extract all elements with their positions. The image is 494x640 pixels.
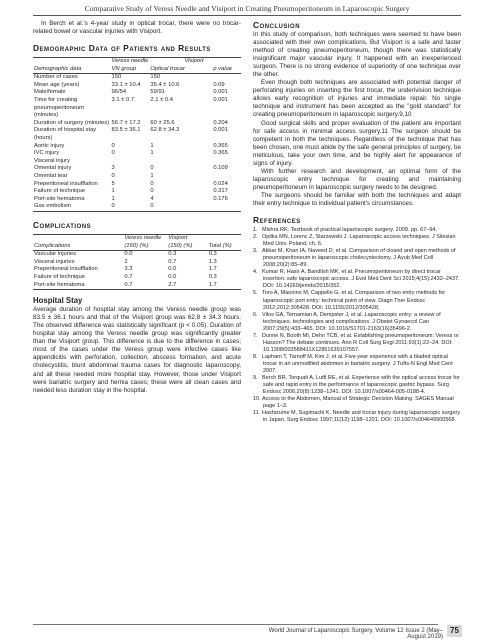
reference-number: 10. (253, 396, 261, 403)
reference-text: Access to the Abdomen, Manual of Strategic Decision Making. SAGES Manual page 1–3. (262, 396, 454, 410)
table-cell: Male/female (34, 89, 66, 96)
table-cell: 3.3 (124, 266, 133, 273)
left-column (33, 20, 241, 395)
reference-text: Toro A, Mannino M, Cappello G, et al. Comparison of two entry methods for laparoscopic port entry: technical point of view. Diagn Ther Endosc 2012;2012:305428. DOI: 10.1155/2012/305428. (262, 290, 446, 311)
table-cell: Omental tear (34, 173, 68, 179)
conclusion-paragraph: Good surgical skills and proper evaluation of the patient are important for safe access in minimal access surgery.11 The surgeon should be competent in both the techniques. Regardless of the technique that has been chosen, one must abide by the safe general principles of surgery, be meticulous, take your own time, and be highly alert for appearance of signs of injury. (253, 119, 461, 167)
table-cell: 0.109 (213, 165, 228, 172)
group-header-visiport: Visiport (184, 58, 204, 65)
table-header-row (33, 66, 241, 74)
intro-paragraph: In Berch et al.'s 4-year study in optical trocar, there were no trocar-related bowel or vascular injuries with Visiport. (33, 20, 241, 36)
table-cell: Visceral injury (34, 157, 70, 164)
table-cell: Gas embolism (34, 203, 72, 210)
table-cell: 35.4 ± 10.6 (150, 81, 180, 88)
reference-item (253, 333, 461, 354)
reference-number: 2. (253, 234, 258, 241)
conclusion-paragraph: The surgeons should be familiar with both the techniques and adapt their entry technique to individual patient's circumstances. (253, 191, 461, 207)
group-header-visiport: Visiport (168, 234, 188, 241)
reference-number: 8. (253, 353, 258, 360)
table-cell: 0.0 (168, 273, 177, 280)
table-cell: 1 (111, 188, 115, 195)
table-row (33, 150, 241, 158)
reference-item (253, 234, 461, 248)
conclusion-paragraph: With further research and development, an optimal form of the laparoscopic entry technique for creating and maintaining pneumoperitoneum in laparoscopic surgery needs to be designed. (253, 167, 461, 191)
table-row (33, 143, 241, 151)
table-cell: 0.365 (213, 142, 228, 149)
table-cell: 0.3 (168, 251, 177, 258)
table-cell: Visceral injuries (34, 258, 75, 265)
reference-text: Hashizume M, Sugimachi K. Needle and trocar injury during laparoscopic surgery in Japan. Surg Endosc 1997;11(12):1198–1201. DOI: 10.1007/s004649900568. (262, 410, 461, 424)
table-cell: Preperitoneal insufflation (34, 180, 98, 187)
table-cell: 1 (111, 195, 115, 202)
reference-item (253, 354, 461, 375)
table-cell: 1 (150, 150, 154, 157)
header-rule (33, 15, 461, 16)
reference-number: 3. (253, 248, 258, 255)
reference-text: Vilos GA, Ternamian A, Dempster J, et al. Laparoscopic entry: a review of techniques, technologies and complications. J Obstet Gynaecol Can 2007;29(5):433–465. DOI: 10.1016/S1701-2163(16)35496-2. (262, 311, 441, 332)
col-header: Demographic data (34, 65, 82, 72)
table-cell: 0.0 (124, 251, 133, 258)
table-cell: 150 (150, 74, 161, 81)
table-row (33, 158, 241, 166)
references-list (253, 227, 461, 424)
reference-number: 7. (253, 332, 258, 339)
table-cell: 0.3 (208, 251, 217, 258)
table-row (33, 165, 241, 173)
table-cell: 0 (111, 150, 115, 157)
right-column (253, 20, 461, 424)
table-cell: 3.1 ± 0.7 (111, 97, 135, 104)
group-header-veress: Veress needle (124, 234, 162, 241)
table-row (33, 282, 241, 290)
table-cell: 0 (150, 165, 154, 172)
table-cell (212, 158, 241, 166)
page-number: 75 (447, 625, 462, 637)
table-row (33, 127, 241, 142)
demographics-heading: Demographic Data of Patients and Results (33, 43, 211, 54)
table-cell: 2.1 ± 0.4 (150, 97, 173, 104)
table-cell: 0 (111, 142, 115, 149)
reference-number: 6. (253, 311, 258, 318)
table-cell: 0.001 (213, 97, 228, 104)
table-cell: 0.001 (213, 127, 228, 134)
table-cell: 0.7 (168, 258, 177, 265)
table-cell: 1.7 (208, 281, 217, 288)
table-cell (212, 203, 241, 211)
table-cell: 0.204 (213, 119, 228, 126)
table-cell: 62.8 ± 34.3 (150, 127, 180, 134)
table-cell: 0.001 (213, 89, 228, 96)
conclusion-heading: Conclusion (253, 20, 301, 30)
footer-rule (33, 624, 438, 625)
table-cell: 2.7 (168, 281, 177, 288)
table-header-row (33, 243, 241, 251)
table-cell (212, 173, 241, 181)
col-header: Complications (34, 242, 71, 249)
reference-item (253, 375, 461, 396)
table-cell: 0.7 (124, 273, 133, 280)
reference-number: 4. (253, 269, 258, 276)
table-row (33, 82, 241, 90)
table-cell: Aortic injury (34, 142, 65, 149)
table-cell (212, 74, 241, 82)
table-cell: 1 (150, 142, 154, 149)
reference-item (253, 410, 461, 424)
table-cell: 0 (150, 188, 154, 195)
table-cell: Number of cases (34, 74, 78, 81)
complications-table (33, 234, 241, 290)
complications-table-body (33, 251, 241, 290)
reference-number: 5. (253, 290, 258, 297)
hospital-stay-heading: Hospital Stay (33, 296, 83, 306)
reference-number: 9. (253, 375, 258, 382)
table-cell: 0 (150, 203, 154, 210)
table-row (33, 203, 241, 211)
col-header: VN group (111, 65, 137, 72)
table-cell: Time for creating pneumoperitoneum (minutes) (34, 97, 84, 119)
reference-number: 11. (253, 410, 261, 417)
table-row (33, 196, 241, 204)
table-cell: 150 (111, 74, 122, 81)
table-cell: 2 (124, 258, 128, 265)
demographics-table-body (33, 74, 241, 212)
table-cell: 83.5 ± 36.1 (111, 127, 141, 134)
table-cell: Mean age (years) (34, 81, 80, 88)
table-cell: 1 (150, 173, 154, 179)
table-cell: 0.0 (168, 266, 177, 273)
table-cell: IVC injury (34, 150, 60, 157)
table-cell: Vascular injuries (34, 251, 77, 258)
reference-text: Lapham T, Tarnoff M, Kim J, et al. Five-year experience with a bladed optical trocar in an unmodified abdomen in bariatric surgery. J Tufts-N Engl Med Cent 2007. (262, 353, 453, 374)
table-cell: 59/91 (150, 89, 165, 96)
reference-text: Berch BR, Torquati A, Lutfi RE, et al. Experience with the optical access trocar for safe and rapid entry in the performance of laparoscopic gastric bypass. Surg Endosc 2006;20(8):1238–1241. DOI: 10.1007/s00464-005-0188-4. (262, 375, 460, 396)
reference-text: Kumar R, Hasir A, Bandlish MK, et al. Pneumoperitoneum by direct trocar insertion: safe laparoscopic access. J Evol Med Dent Sci 2015;4(15):2432–2437. DOI: 10.14260/jemds/2015/352. (262, 269, 460, 290)
table-cell: Omental injury (34, 165, 72, 172)
col-header: Optical trocar (150, 65, 185, 72)
table-row (33, 251, 241, 259)
table-cell: 0 (111, 203, 115, 210)
table-cell: 0.7 (124, 281, 133, 288)
table-cell: Preperitoneal insufflation (34, 266, 98, 273)
running-title: Comparative Study of Veress Needle and Visiport in Creating Pneumoperitoneum in Laparoscopic Surgery (84, 4, 410, 13)
table-row (33, 120, 241, 128)
table-cell: Port-site hematoma (34, 195, 85, 202)
table-cell: 0.09 (213, 81, 225, 88)
table-cell: 1.3 (208, 258, 217, 265)
table-cell: 0.365 (213, 150, 228, 157)
table-row (33, 188, 241, 196)
reference-item (253, 269, 461, 290)
journal-footer: World Journal of Laparoscopic Surgery, Volume 12 Issue 2 (May–August 2019) (268, 628, 443, 640)
table-row (33, 259, 241, 267)
reference-text: Dunne N, Booth MI, Dehn TCB, et al. Establishing pneumoperitoneum: Veress or Hasson? The debate continues. Ann R Coll Surg Engl 2011;93(1):22–24. DOI: 10.1308/003588411X12851639107557. (262, 332, 459, 353)
conclusion-paragraph: Even though both techniques are associated with potential danger of perforating injuries on inserting the first trocar, the underivision technique allows early recognition of injuries and immediate repair. No single technique and instrument has been accepted as the "gold standard" for creating pneumoperitoneum in laparoscopic surgery.9,10 (253, 79, 461, 119)
table-cell: 0 (150, 180, 154, 187)
table-cell: 0 (111, 173, 115, 179)
col-header: (150) (%) (124, 242, 149, 249)
table-group-header-row (33, 234, 241, 242)
table-cell: 33.1 ± 10.4 (111, 81, 141, 88)
reference-text: Mishra RK. Textbook of practical laparoscopic surgery. 2009. pp. 67–94. (262, 227, 437, 234)
table-cell: Duration of surgery (minutes) (34, 119, 110, 126)
table-cell: Duration of hospital stay (hours) (34, 127, 97, 142)
reference-item (253, 290, 461, 311)
table-group-header-row (33, 58, 241, 66)
table-row (33, 266, 241, 274)
table-row (33, 274, 241, 282)
table-cell: 4 (150, 195, 154, 202)
table-cell: 0.317 (213, 188, 228, 195)
table-cell: 1.7 (208, 266, 217, 273)
table-cell: 0.024 (213, 180, 228, 187)
demographics-table (33, 57, 241, 212)
table-cell: Port-site hematoma (34, 281, 85, 288)
reference-number: 1. (253, 227, 258, 234)
references-heading: References (253, 215, 301, 226)
table-row (33, 97, 241, 120)
table-cell (149, 158, 212, 166)
col-header: p value (213, 65, 233, 72)
table-cell: 60 ± 25.6 (150, 119, 175, 126)
table-cell: 96/54 (111, 89, 127, 96)
table-row (33, 181, 241, 189)
group-header-veress: Veress needle (111, 58, 149, 65)
reference-item (253, 227, 461, 234)
table-cell: 3 (111, 165, 115, 172)
reference-item (253, 396, 461, 410)
table-row (33, 74, 241, 82)
table-cell: 56.7 ± 17.2 (111, 119, 141, 126)
hospital-stay-paragraph: Average duration of hospital stay among the Veress needle group was 83.5 ± 36.1 hours and that of the Visiport group was 62.8 ± 34.3 hours. The observed difference was statistically significant (p < 0.05). Duration of hospital stay among the Veress needle group was significantly greater than the Visiport group. This difference is due to the difference in cases; most of the cases under the Veress group were infective cases like appendicitis with perforation, collection, abscess formation, and acute cholecystitis, blunt abdominal trauma cases for diagnostic laparoscopy, and all these needed more hospital stay. However, those under Visiport were bariatric surgery and hernia cases; these were all clean cases and needed less duration stay in the hospital. (33, 306, 241, 394)
table-cell: 5 (111, 180, 115, 187)
col-header: Total (%) (208, 242, 232, 249)
col-header: (150) (%) (168, 242, 193, 249)
conclusion-body (253, 31, 461, 208)
table-row (33, 173, 241, 181)
table-cell: 0.176 (213, 195, 228, 202)
reference-item (253, 312, 461, 333)
table-row (33, 89, 241, 97)
complications-heading: Complications (33, 219, 92, 230)
table-cell (111, 158, 150, 166)
reference-text: Akbar M, Khan IA, Naveed D, et al. Comparison of closed and open methods of pneumoperitoneum in laparoscopic cholecystectomy. J Ayub Med Coll 2008;20(2):85–89. (262, 248, 456, 269)
table-cell: Failure of technique (34, 273, 85, 280)
table-cell: Failure of technique (34, 188, 85, 195)
table-cell: 0.3 (208, 273, 217, 280)
conclusion-paragraph: In this study of comparison, both techniques were seemed to have been associated with their own complications. But Visiport is a safe and faster method of creating pneumoperitoneum, though there was statistically insignificant major vascular injury. It happened with an inexperienced surgeon. There is no strong evidence of superiority of one technique over the other. (253, 31, 461, 79)
reference-text: Opilka MN, Lorenc Z, Starzewski J. Laparoscopic access techniques. J Silesian Med Univ. Poland, ch. 6. (262, 234, 456, 248)
reference-item (253, 248, 461, 269)
